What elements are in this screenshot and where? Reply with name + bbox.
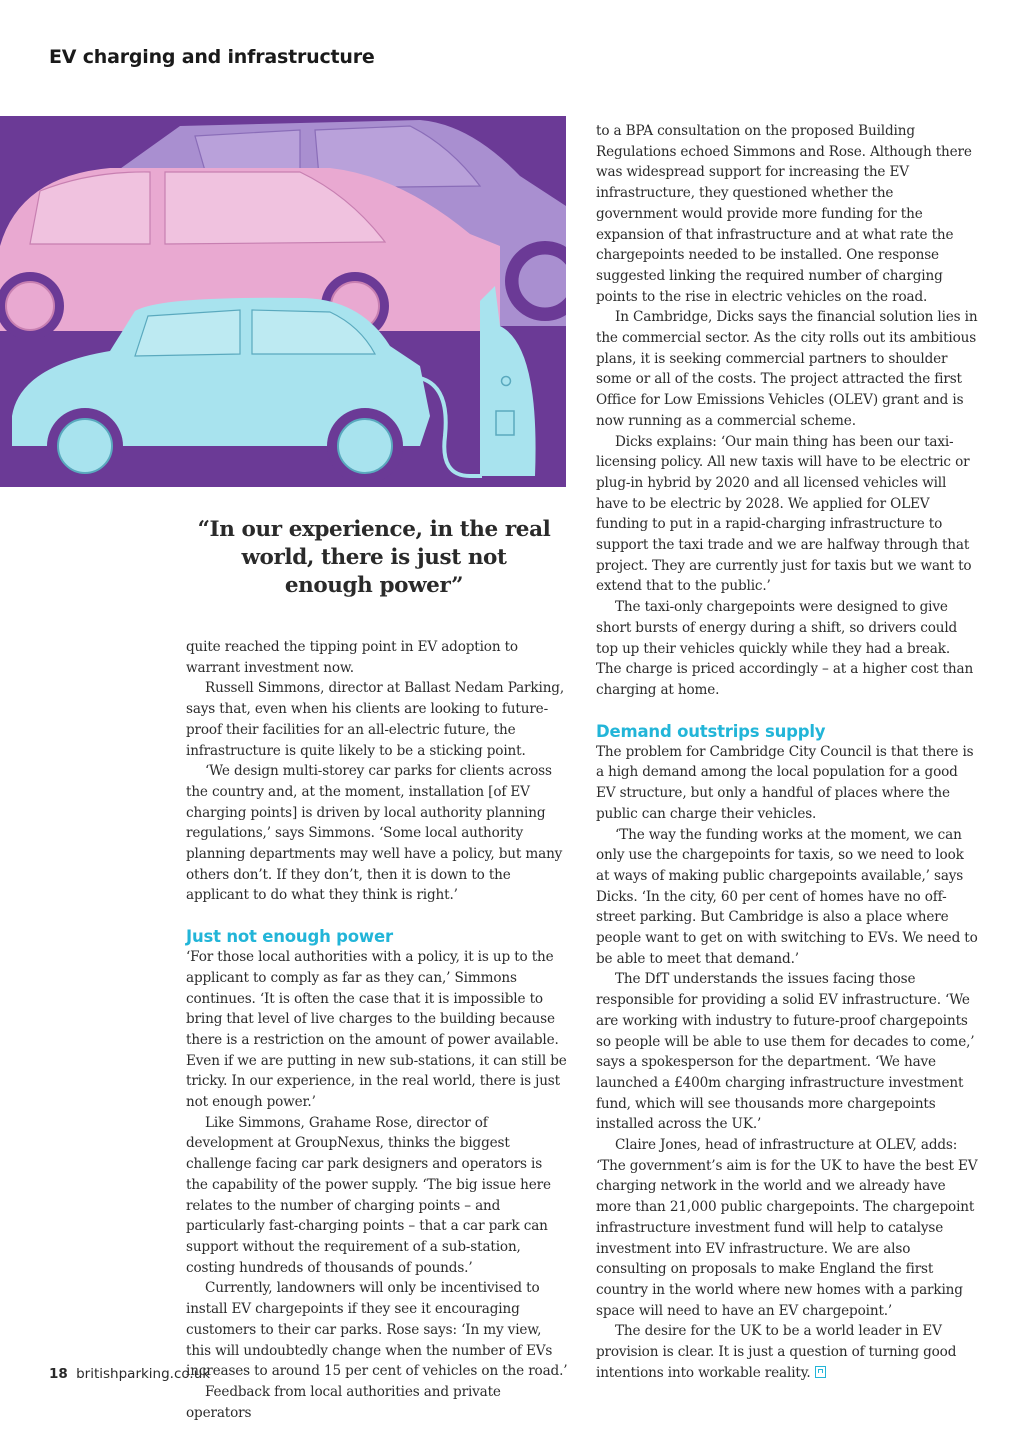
paragraph: quite reached the tipping point in EV adoption to warrant investment now. — [186, 639, 518, 676]
paragraph: to a BPA consultation on the proposed Building Regulations echoed Simmons and Rose. Although there was widespread support for increasing the EV infrastructure, they questioned whether the government would provide more funding for the expansion of that infrastructure and at what rate the chargepoints needed to be installed. One response suggested linking the required number of charging points to the rise in electric vehicles on the road. — [596, 123, 972, 305]
subheading: Just not enough power — [186, 927, 393, 947]
paragraph: In Cambridge, Dicks says the financial solution lies in the commercial sector. As the city rolls out its ambitious plans, it is seeking commercial partners to shoulder some or all of the costs. The project attracted the first Office for Low Emissions Vehicles (OLEV) grant and is now running as a commercial scheme. — [596, 309, 978, 429]
pull-quote — [186, 516, 562, 600]
website-url: britishparking.co.uk — [76, 1366, 211, 1382]
page-number: 18 — [49, 1366, 68, 1382]
paragraph-text: The desire for the UK to be a world leader in EV provision is clear. It is just a question of turning good intentions into workable reality. — [596, 1323, 957, 1381]
paragraph: The taxi-only chargepoints were designed to give short bursts of energy during a shift, so drivers could top up their vehicles quickly while they had a break. The charge is priced accordingly – at a higher cost than charging at home. — [596, 599, 974, 698]
ev-charging-illustration — [0, 116, 566, 487]
right-column — [596, 121, 978, 1383]
paragraph — [596, 1321, 978, 1383]
paragraph: Like Simmons, Grahame Rose, director of development at GroupNexus, thinks the biggest challenge facing car park designers and operators is the capability of the power supply. ‘The big issue here relates to the number of charging points – and particularly fast-charging points – that a car park can support without the requirement of a sub-station, costing hundreds of thousands of pounds.’ — [186, 1114, 551, 1276]
paragraph: Currently, landowners will only be incentivised to install EV chargepoints if they see it encouraging customers to their car parks. Rose says: ‘In my view, this will undoubtedly change when the number of EVs increases to around 15 per cent of vehicles on the road.’ — [186, 1280, 568, 1380]
paragraph: The problem for Cambridge City Council is that there is a high demand among the local population for a good EV structure, but only a handful of places where the public can charge their vehicles. — [596, 743, 974, 822]
left-column — [186, 637, 568, 1423]
paragraph: Claire Jones, head of infrastructure at OLEV, adds: ‘The government’s aim is for the UK to have the best EV charging network in the world and we already have more than 21,000 public chargepoints. The chargepoint infrastructure investment fund will help to catalyse investment into EV infrastructure. We are also consulting on proposals to make England the first country in the world where new homes with a parking space will need to have an EV chargepoint.’ — [596, 1137, 978, 1319]
parking-logo-icon — [815, 1366, 826, 1378]
paragraph: The DfT understands the issues facing those responsible for providing a solid EV infrastructure. ‘We are working with industry to future-proof chargepoints so people will be able to use them for decades to come,’ says a spokesperson for the department. ‘We have launched a £400m charging infrastructure investment fund, which will see thousands more chargepoints installed across the UK.’ — [596, 971, 975, 1133]
paragraph: Feedback from local authorities and private operators — [186, 1383, 501, 1421]
paragraph: Dicks explains: ‘Our main thing has been our taxi-licensing policy. All new taxis will have to be electric or plug-in hybrid by 2020 and all licensed vehicles will have to be electric by 2028. We applied for OLEV funding to put in a rapid-charging infrastructure to support the taxi trade and we are halfway through that project. They are currently just for taxis but we want to extend that to the public.’ — [596, 433, 972, 595]
pull-quote-line: “In our experience, in the real — [197, 517, 551, 542]
paragraph: ‘The way the funding works at the moment, we can only use the chargepoints for taxis, so we need to look at ways of making public chargepoints available,’ says Dicks. ‘In the city, 60 per cent of homes have no off-street parking. But Cambridge is also a place where people want to get on with switching to EVs. We need to be able to meet that demand.’ — [596, 826, 978, 967]
paragraph: ‘For those local authorities with a policy, it is up to the applicant to comply as far as they can,’ Simmons continues. ‘It is often the case that it is impossible to bring that level of live charges to the building because there is a restriction on the amount of power available. Even if we are putting in new sub-stations, it can still be tricky. In our experience, in the real world, there is just not enough power.’ — [186, 949, 567, 1111]
subheading: Demand outstrips supply — [596, 721, 826, 741]
paragraph: Russell Simmons, director at Ballast Nedam Parking, says that, even when his clients are looking to future-proof their facilities for an all-electric future, the infrastructure is quite likely to be a sticking point. — [186, 680, 565, 759]
paragraph: ‘We design multi-storey car parks for clients across the country and, at the moment, installation [of EV charging points] is driven by local authority planning regulations,’ says Simmons. ‘Some local authority planning departments may well have a policy, but many others don’t. If they don’t, then it is down to the applicant to do what they think is right.’ — [186, 763, 563, 904]
pull-quote-line: world, there is just not — [241, 545, 507, 570]
section-title: EV charging and infrastructure — [49, 46, 375, 68]
page-footer — [49, 1366, 210, 1382]
pull-quote-line: enough power” — [284, 573, 464, 598]
